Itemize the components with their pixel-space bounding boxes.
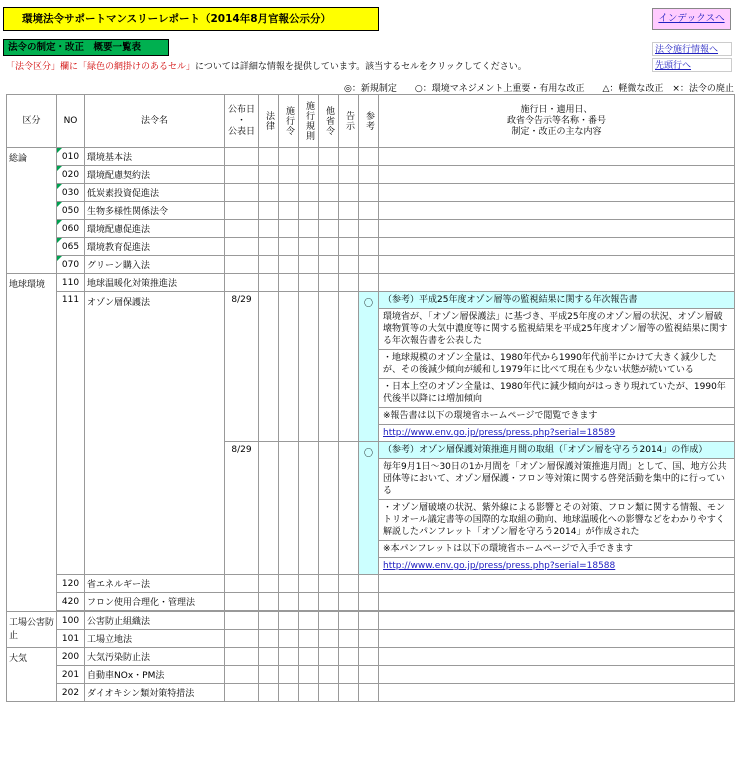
entry2-content	[379, 442, 735, 575]
row-no: 111	[57, 292, 85, 575]
row-no[interactable]: 060	[57, 220, 85, 238]
col-no: NO	[57, 95, 85, 148]
entry2-date: 8/29	[225, 442, 259, 575]
entry1-reference-mark: 〇	[359, 292, 379, 442]
row-no: 202	[57, 684, 85, 702]
row-law-name: オゾン層保護法	[85, 292, 225, 575]
row-no: 420	[57, 593, 85, 611]
row-no: 110	[57, 274, 85, 292]
category-air: 大気	[7, 648, 57, 702]
entry2-paragraph: ・オゾン層破壊の状況、紫外線による影響とその対策、フロン類に関する情報、モントリオール議定書等の国際的な取組の動向、地球温暖化への影響などをわかりやすく解説したパンフレット「オゾン層を守ろう2014」が作成された	[379, 500, 734, 541]
law-summary-table	[6, 94, 735, 702]
row-no[interactable]: 050	[57, 202, 85, 220]
row-law-name: 省エネルギー法	[85, 575, 225, 593]
col-other-ordinance: 他省令	[319, 95, 339, 148]
row-no: 200	[57, 648, 85, 666]
col-category: 区分	[7, 95, 57, 148]
category-general: 総論	[7, 148, 57, 274]
entry1-heading: （参考）平成25年度オゾン層等の監視結果に関する年次報告書	[379, 292, 734, 309]
entry2-paragraph: ※本パンフレットは以下の環境省ホームページで入手できます	[379, 541, 734, 558]
col-law: 法律	[259, 95, 279, 148]
entry2-heading: （参考）オゾン層保護対策推進月間の取組（「オゾン層を守ろう2014」の作成）	[379, 442, 734, 459]
row-no: 100	[57, 612, 85, 630]
entry1-url-link[interactable]: http://www.env.go.jp/press/press.php?serial=18589	[383, 428, 616, 438]
row-no[interactable]: 010	[57, 148, 85, 166]
row-no: 101	[57, 630, 85, 648]
row-law-name: フロン使用合理化・管理法	[85, 593, 225, 611]
entry1-paragraph: ・日本上空のオゾン全量は、1980年代に減少傾向がはっきり現れていたが、1990年代後半以降には増加傾向	[379, 379, 734, 408]
row-law-name[interactable]: 環境基本法	[85, 148, 225, 166]
entry2-url-link[interactable]: http://www.env.go.jp/press/press.php?serial=18588	[383, 561, 616, 571]
row-no: 201	[57, 666, 85, 684]
index-link[interactable]: インデックスへ	[652, 8, 731, 30]
row-law-name[interactable]: 環境教育促進法	[85, 238, 225, 256]
row-law-name[interactable]: 低炭素投資促進法	[85, 184, 225, 202]
row-law-name: 工場立地法	[85, 630, 225, 648]
col-date: 公布日 ・ 公表日	[225, 95, 259, 148]
instruction-note	[6, 59, 527, 72]
row-law-name[interactable]: 生物多様性関係法令	[85, 202, 225, 220]
row-no[interactable]: 070	[57, 256, 85, 274]
row-law-name: 自動車NOx・PM法	[85, 666, 225, 684]
row-law-name: 大気汚染防止法	[85, 648, 225, 666]
report-title: 環境法令サポートマンスリーレポート（2014年8月官報公示分）	[3, 7, 379, 31]
entry1-paragraph: ※報告書は以下の環境省ホームページで閲覧できます	[379, 408, 734, 425]
entry1-paragraph: 環境省が、「オゾン層保護法」に基づき、平成25年度のオゾン層の状況、オゾン層破壊物質等の大気中濃度等に関する監視結果を平成25年度オゾン層等の監視結果に関する年次報告書を公表した	[379, 309, 734, 350]
row-no[interactable]: 030	[57, 184, 85, 202]
entry2-reference-mark: 〇	[359, 442, 379, 575]
col-content: 施行日・適用日、 政省令告示等名称・番号 制定・改正の主な内容	[379, 95, 735, 148]
col-law-name: 法令名	[85, 95, 225, 148]
row-law-name: ダイオキシン類対策特措法	[85, 684, 225, 702]
row-law-name: 公害防止組織法	[85, 612, 225, 630]
note-highlight: 「法令区分」欄に「緑色の網掛けのあるセル」	[6, 62, 196, 72]
col-reference: 参考	[359, 95, 379, 148]
row-law-name: 地球温暖化対策推進法	[85, 274, 225, 292]
row-no[interactable]: 020	[57, 166, 85, 184]
enforcement-info-link[interactable]: 法令施行情報へ	[652, 42, 732, 56]
table-subtitle: 法令の制定・改正 概要一覧表	[3, 39, 169, 56]
row-no: 120	[57, 575, 85, 593]
row-law-name[interactable]: 環境配慮促進法	[85, 220, 225, 238]
mark-legend: ◎：新規制定 ○：環境マネジメント上重要・有用な改正 △：軽微な改正 ×：法令の廃止	[344, 84, 734, 94]
entry1-paragraph: ・地球規模のオゾン全量は、1980年代から1990年代前半にかけて大きく減少したが、その後減少傾向が緩和し1979年に比べて現在も少ない状態が続いている	[379, 350, 734, 379]
category-factory-pollution: 工場公害防止	[7, 612, 57, 648]
col-enforcement-order: 施行令	[279, 95, 299, 148]
category-global-environment: 地球環境	[7, 274, 57, 612]
entry1-content	[379, 292, 735, 442]
row-law-name[interactable]: 環境配慮契約法	[85, 166, 225, 184]
entry2-paragraph: 毎年9月1日～30日の1か月間を「オゾン層保護対策推進月間」として、国、地方公共団体等において、オゾン層保護・フロン等対策に関する啓発活動を集中的に行っている	[379, 459, 734, 500]
row-no[interactable]: 065	[57, 238, 85, 256]
entry1-date: 8/29	[225, 292, 259, 442]
top-row-link[interactable]: 先頭行へ	[652, 58, 732, 72]
col-notice: 告示	[339, 95, 359, 148]
note-text: については詳細な情報を提供しています。該当するセルをクリックしてください。	[195, 62, 527, 72]
row-law-name[interactable]: グリーン購入法	[85, 256, 225, 274]
col-enforcement-rule: 施行規則	[299, 95, 319, 148]
